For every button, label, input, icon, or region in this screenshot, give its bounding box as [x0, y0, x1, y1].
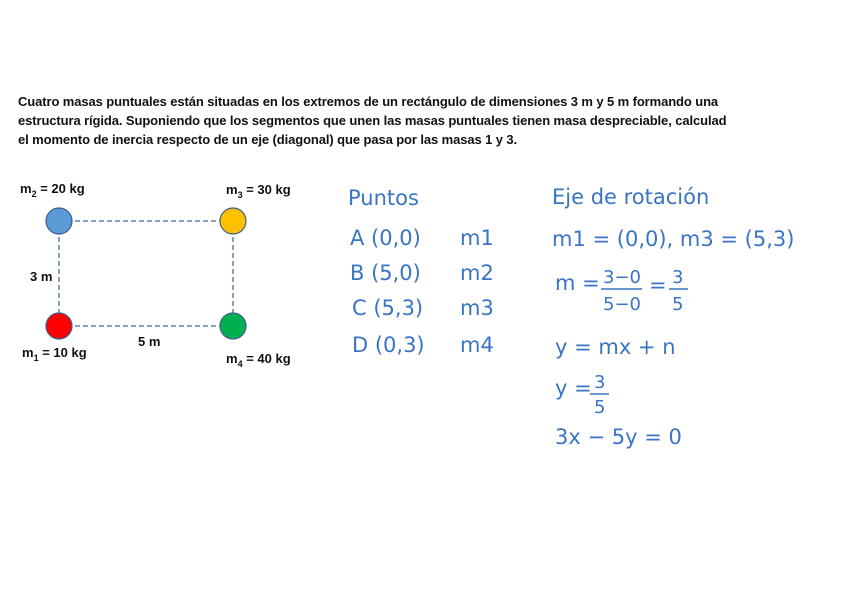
mass-2-label: $m_2 = 20$ kg — [20, 181, 85, 199]
problem-line: Cuatro masas puntuales están situadas en los extremos de un rectángulo de dimensiones 3 m y 5 m formando una — [18, 94, 719, 109]
slope-numerator: 3−0 — [603, 267, 641, 288]
y-denominator: 5 — [594, 397, 606, 418]
problem-line: estructura rígida. Suponiendo que los segmentos que unen las masas puntuales tienen masa despreciable, calculad — [18, 113, 727, 128]
point-a-mass: m1 — [460, 226, 494, 250]
point-b: B (5,0) — [350, 261, 421, 285]
slope-equals: = — [649, 273, 667, 297]
mass-4-dot — [220, 313, 246, 339]
point-c-mass: m3 — [460, 296, 494, 320]
point-d-mass: m4 — [460, 333, 494, 357]
slope-denominator: 5−0 — [603, 294, 641, 315]
mass-3-dot — [220, 208, 246, 234]
problem-line: el momento de inercia respecto de un eje (diagonal) que pasa por las masas 1 y 3. — [18, 132, 518, 147]
final-equation: 3x − 5y = 0 — [555, 425, 682, 449]
width-label: 5 m — [138, 334, 161, 349]
y-lhs: y = — [555, 376, 592, 400]
mass-3-label: $m_3 = 30$ kg — [226, 182, 291, 200]
slope-lhs: m = — [555, 271, 600, 295]
puntos-title: Puntos — [348, 186, 419, 210]
slope-result-numerator: 3 — [672, 267, 684, 288]
point-b-mass: m2 — [460, 261, 494, 285]
point-a: A (0,0) — [350, 226, 421, 250]
point-d: D (0,3) — [352, 333, 425, 357]
mass-2-dot — [46, 208, 72, 234]
mass-1-dot — [46, 313, 72, 339]
mass-4-label: $m_4 = 40$ kg — [226, 351, 291, 369]
eje-points: m1 = (0,0), m3 = (5,3) — [552, 227, 795, 251]
rectangle-frame — [59, 221, 233, 326]
line-equation: y = mx + n — [555, 335, 676, 359]
point-c: C (5,3) — [352, 296, 424, 320]
height-label: 3 m — [30, 269, 53, 284]
mass-1-label: $m_1 = 10$ kg — [22, 345, 87, 363]
slope-result-denominator: 5 — [672, 294, 684, 315]
y-numerator: 3 — [594, 372, 606, 393]
eje-title: Eje de rotación — [552, 185, 710, 209]
